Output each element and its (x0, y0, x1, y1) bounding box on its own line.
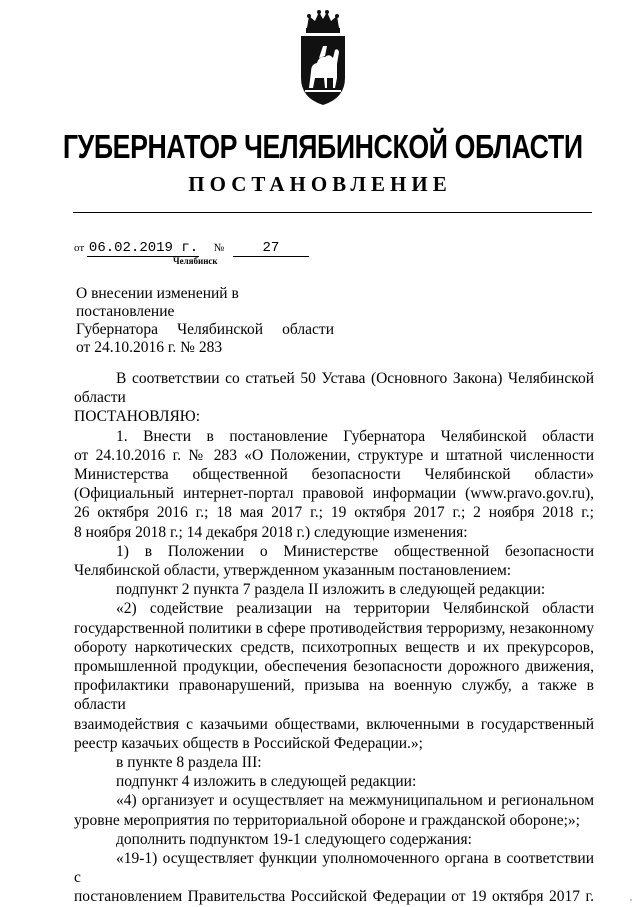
text-line: 8 ноября 2018 г.; 14 декабря 2018 г.) следующие изменения: (74, 523, 468, 541)
date-field: 06.02.2019 г. (88, 240, 199, 256)
number-label: № (213, 242, 225, 254)
text-line: Министерства общественной безопасности Челябинской области» (74, 466, 594, 484)
text-line: обороту наркотических средств, психотропных веществ и их прекурсоров, (74, 638, 594, 656)
text-line: подпункт 4 изложить в следующей редакции: (116, 773, 417, 791)
text-line: (Официальный интернет-портал правовой информации (www.pravo.gov.ru), (74, 485, 594, 503)
text-line: «2) содействие реализации на территории Челябинской области (116, 600, 594, 618)
corner-mark: , (630, 893, 632, 902)
text-line: «4) организует и осуществляет на межмуниципальном и региональном (116, 792, 594, 810)
text-line: взаимодействия с казачьими обществами, включенными в государственный (74, 715, 594, 733)
decree-word: ПОСТАНОВЛЯЮ: (74, 408, 201, 426)
text-line: от 24.10.2016 г. № 283 «О Положении, структуре и штатной численности (74, 446, 594, 464)
city-label: Челябинск (173, 256, 218, 266)
coat-of-arms-icon (299, 8, 347, 106)
header-divider (73, 212, 592, 213)
text-line: 26 октября 2016 г.; 18 мая 2017 г.; 19 октября 2017 г.; 2 ноября 2018 г.; (74, 504, 594, 522)
date-number-line (74, 240, 309, 257)
document-type: ПОСТАНОВЛЕНИЕ (188, 172, 452, 196)
text-line: 1. Внести в постановление Губернатора Челябинской области (116, 427, 594, 445)
page-title: ГУБЕРНАТОР ЧЕЛЯБИНСКОЙ ОБЛАСТИ (62, 128, 583, 165)
text-line: постановлением Правительства Российской Федерации от 19 октября 2017 г. (74, 888, 594, 906)
text-line: Челябинской области, утвержденном указанным постановлением: (74, 562, 512, 580)
subject-line: от 24.10.2016 г. № 283 (76, 339, 223, 356)
text-line: подпункт 2 пункта 7 раздела II изложить в следующей редакции: (116, 581, 546, 599)
text-line: В соответствии со статьей 50 Устава (Основного Закона) Челябинской (116, 370, 594, 387)
document-body (74, 369, 594, 907)
document-subject (76, 285, 334, 357)
text-line: уровне мероприятия по территориальной обороне и гражданской обороне;»; (74, 811, 580, 829)
text-line: реестр казачьих обществ в Российской Федерации.»; (74, 734, 423, 752)
text-line: в пункте 8 раздела III: (116, 754, 262, 772)
text-line: дополнить подпунктом 19-1 следующего содержания: (116, 830, 472, 848)
text-line: профилактики правонарушений, призыва на военную службу, а также в области (74, 677, 594, 714)
text-line: 1) в Положении о Министерстве общественной безопасности (116, 542, 594, 560)
text-line: области (74, 389, 126, 407)
subject-line: Губернатора Челябинской области (76, 321, 334, 338)
subject-line: О внесении изменений в постановление (76, 285, 239, 320)
date-prefix: от (74, 242, 85, 254)
number-field: 27 (233, 240, 309, 257)
text-line: «19-1) осуществляет функции уполномоченного органа в соответствии с (74, 850, 594, 887)
text-line: государственной политики в сфере противодействия терроризму, незаконному (74, 619, 594, 637)
text-line: промышленной продукции, обеспечения безопасности дорожного движения, (74, 658, 594, 676)
